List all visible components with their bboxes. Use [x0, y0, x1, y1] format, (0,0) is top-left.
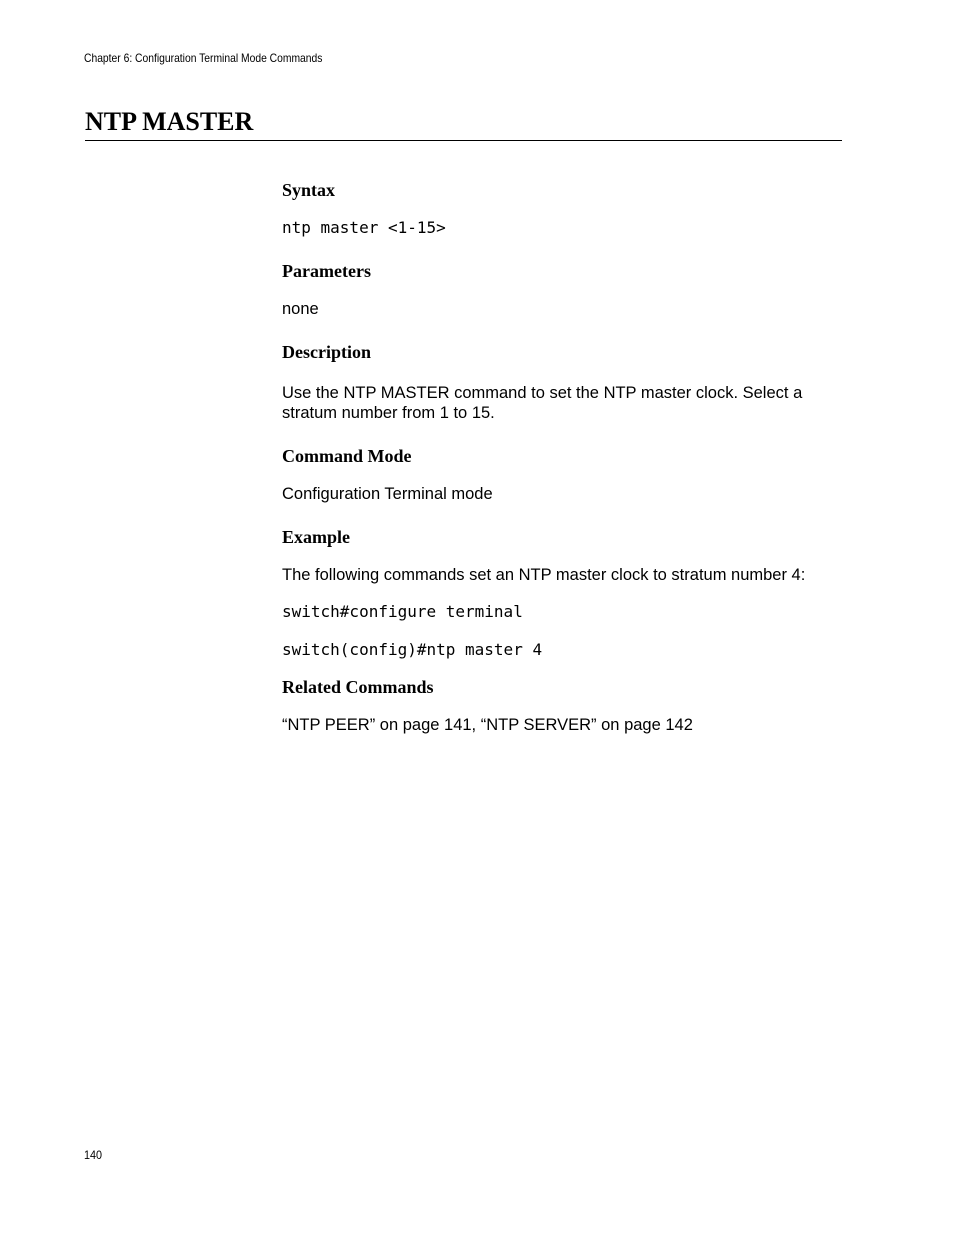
- title-rule: [85, 140, 842, 141]
- example-code-line: switch#configure terminal: [282, 602, 523, 621]
- parameters-text: none: [282, 300, 319, 318]
- page-number: 140: [84, 1148, 103, 1162]
- example-intro: The following commands set an NTP master clock to stratum number 4:: [282, 566, 806, 584]
- description-heading: Description: [282, 342, 371, 362]
- example-code-line: switch(config)#ntp master 4: [282, 640, 543, 659]
- syntax-heading: Syntax: [282, 180, 336, 200]
- command-mode-text: Configuration Terminal mode: [282, 485, 493, 503]
- parameters-heading: Parameters: [282, 261, 371, 281]
- command-mode-heading: Command Mode: [282, 446, 412, 466]
- related-commands-text: “NTP PEER” on page 141, “NTP SERVER” on page 142: [282, 716, 693, 734]
- related-commands-heading: Related Commands: [282, 677, 434, 697]
- running-head: Chapter 6: Configuration Terminal Mode Commands: [84, 51, 323, 65]
- page-title: NTP MASTER: [85, 107, 254, 136]
- description-text: Use the NTP MASTER command to set the NTP master clock. Select a stratum number from 1 to 15.: [282, 384, 803, 422]
- example-heading: Example: [282, 527, 351, 547]
- syntax-command: ntp master <1-15>: [282, 218, 446, 237]
